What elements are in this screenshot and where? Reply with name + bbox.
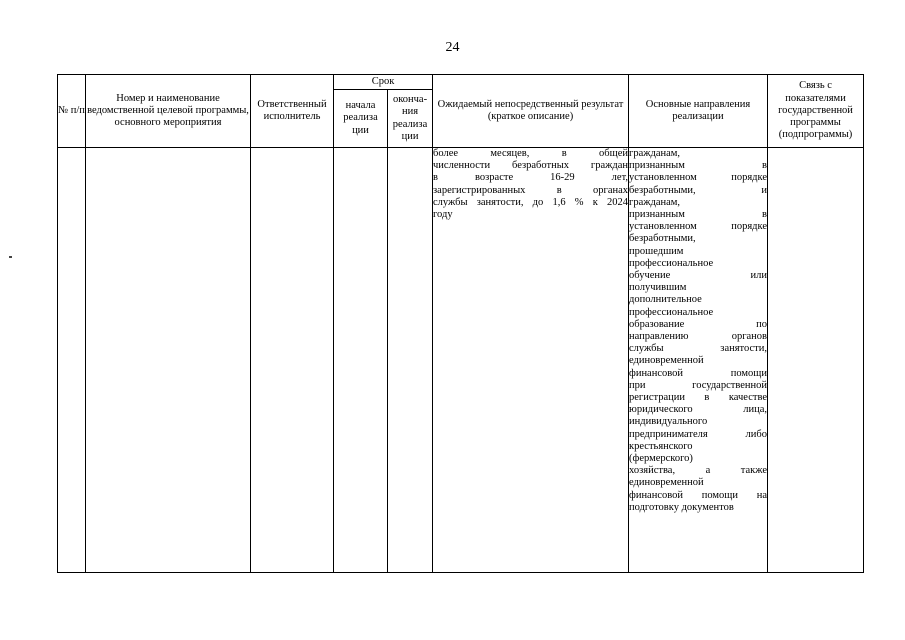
direction-line: (фермерского) [629,453,693,465]
result-line: численности безработных граждан [433,160,629,172]
header-term: Срок [334,75,433,90]
direction-line: регистрации в качестве [629,392,768,404]
result-line: в возрасте 16-29 лет, [433,172,629,184]
cell-num [58,148,86,573]
header-result: Ожидаемый непосредственный результат (краткое описание) [433,75,629,148]
direction-line: установленном порядке [629,172,768,184]
direction-line: единовременной [629,355,704,367]
result-line: году [433,209,453,221]
direction-line: финансовой помощи на [629,489,768,501]
header-link: Связь с показателями государственной программы (подпрограммы) [768,75,864,148]
cell-term-start [334,148,388,573]
direction-line: финансовой помощи [629,367,768,379]
direction-line: обучение или [629,270,768,282]
direction-line: службы занятости, [629,343,768,355]
direction-line: хозяйства, а также [629,465,768,477]
direction-line: единовременной [629,477,704,489]
program-table [57,74,864,573]
cell-link [768,148,864,573]
direction-line: юридического лица, [629,404,768,416]
scan-mark [9,256,12,258]
direction-line: признанным в [629,209,768,221]
direction-line: признанным в [629,160,768,172]
direction-line: прошедшим [629,245,684,257]
direction-line: образование по [629,318,768,330]
direction-line: профессиональное [629,306,714,318]
header-executor: Ответственный исполнитель [251,75,334,148]
directions-text [629,148,767,572]
direction-line: направлению органов [629,331,768,343]
cell-executor [251,148,334,573]
direction-line: при государственной [629,379,768,391]
direction-line: предпринимателя либо [629,428,768,440]
direction-line: крестьянского [629,440,693,452]
direction-line: безработными, [629,233,696,245]
cell-program [86,148,251,573]
direction-line: индивидуального [629,416,708,428]
cell-term-end [388,148,433,573]
direction-line: дополнительное [629,294,702,306]
direction-line: гражданам, [629,148,681,159]
header-program: Номер и наименование ведомственной целевой программы, основного мероприятия [86,75,251,148]
direction-line: подготовку документов [629,501,734,513]
header-term-start: начала реализа ции [334,90,388,148]
result-line: службы занятости, до 1,6 % к 2024 [433,196,629,208]
result-text [433,148,628,572]
cell-directions [629,148,768,573]
cell-result [433,148,629,573]
direction-line: установленном порядке [629,221,768,233]
header-term-end: оконча- ния реализа ции [388,90,433,148]
direction-line: безработными, и [629,184,768,196]
direction-line: получившим [629,282,687,294]
result-line: зарегистрированных в органах [433,184,629,196]
page-number: 24 [445,40,460,55]
direction-line: гражданам, [629,196,681,208]
header-num: № п/п [58,75,86,148]
direction-line: профессиональное [629,257,714,269]
result-line: более месяцев, в общей [433,148,629,159]
header-directions: Основные направления реализации [629,75,768,148]
